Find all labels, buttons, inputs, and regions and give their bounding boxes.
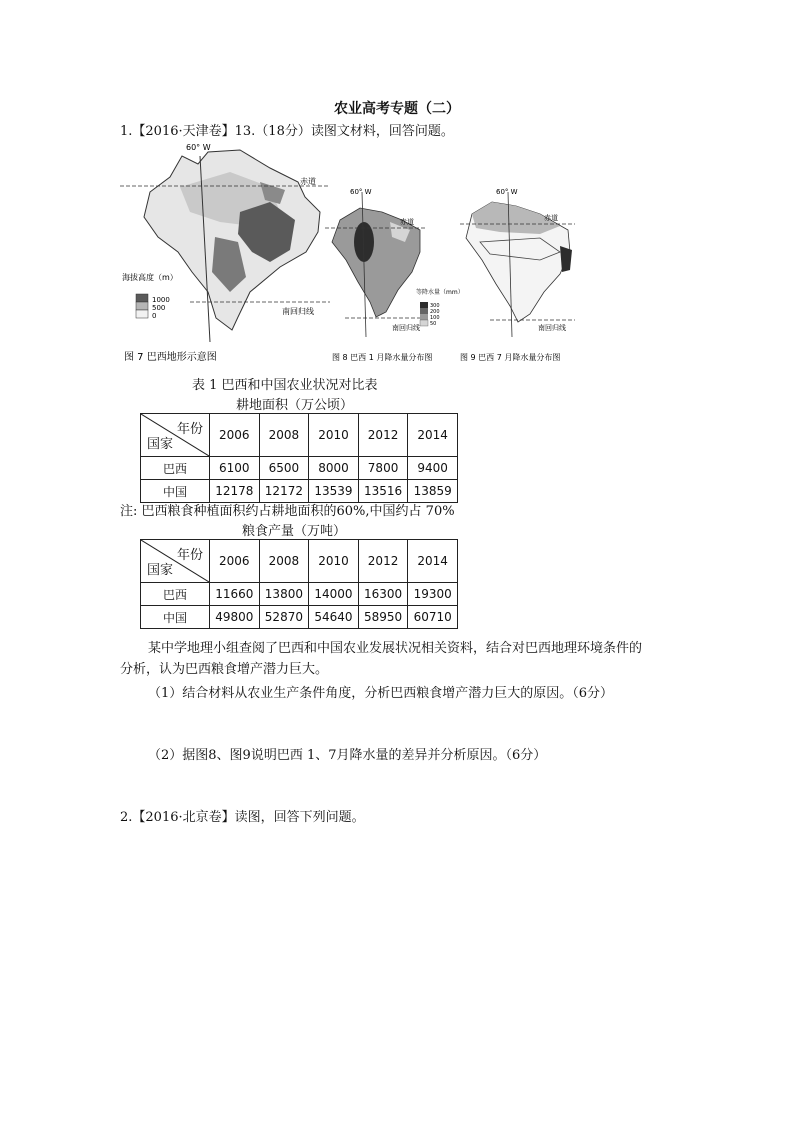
year-header: 2012 — [358, 540, 408, 583]
fig9-caption: 图 9 巴西 7 月降水量分布图 — [460, 353, 561, 362]
country-cell: 巴西 — [141, 457, 210, 480]
value-cell: 12178 — [210, 480, 260, 503]
table-cultivated-area — [140, 413, 458, 503]
fig7-tropic-label: 南回归线 — [282, 307, 314, 316]
fig9-equator-label: 赤道 — [544, 214, 558, 222]
fig7-legend-0: 0 — [152, 312, 157, 320]
fig8-legend-100: 100 — [430, 315, 440, 321]
table1-subtitle: 耕地面积（万公顷） — [236, 398, 354, 413]
fig8-caption: 图 8 巴西 1 月降水量分布图 — [332, 353, 433, 362]
fig9-july-rainfall-map — [460, 188, 575, 362]
question-2-heading: 2.【2016·北京卷】读图，回答下列问题。 — [120, 810, 365, 825]
fig8-lon-label: 60° W — [350, 188, 372, 196]
year-header: 2014 — [408, 414, 458, 457]
value-cell: 19300 — [408, 583, 458, 606]
year-header: 2010 — [309, 540, 359, 583]
fig7-caption: 图 7 巴西地形示意图 — [124, 352, 217, 363]
fig8-legend-title: 等降水量（mm） — [416, 289, 464, 296]
value-cell: 58950 — [358, 606, 408, 629]
corner-country-label: 国家 — [147, 437, 174, 452]
country-cell: 中国 — [141, 606, 210, 629]
table2-corner — [141, 540, 210, 583]
corner-year-label: 年份 — [176, 422, 203, 437]
value-cell: 52870 — [259, 606, 309, 629]
value-cell: 11660 — [210, 583, 260, 606]
table-caption: 表 1 巴西和中国农业状况对比表 — [192, 378, 378, 393]
fig7-legend-1000: 1000 — [152, 296, 170, 304]
value-cell: 8000 — [309, 457, 359, 480]
value-cell: 9400 — [408, 457, 458, 480]
value-cell: 14000 — [309, 583, 359, 606]
sub-question-2: （2）据图8、图9说明巴西 1、7月降水量的差异并分析原因。（6分） — [148, 748, 547, 763]
value-cell: 60710 — [408, 606, 458, 629]
fig7-terrain-map — [120, 143, 330, 363]
table-note: 注: 巴西粮食种植面积约占耕地面积的60%,中国约占 70% — [120, 504, 455, 519]
value-cell: 12172 — [259, 480, 309, 503]
value-cell: 13859 — [408, 480, 458, 503]
fig8-equator-label: 赤道 — [400, 218, 414, 226]
question-1-heading: 1.【2016·天津卷】13.（18分）读图文材料，回答问题。 — [120, 124, 454, 139]
fig9-lon-label: 60° W — [496, 188, 518, 196]
year-header: 2006 — [210, 414, 260, 457]
value-cell: 16300 — [358, 583, 408, 606]
table-row — [141, 606, 458, 629]
year-header: 2010 — [309, 414, 359, 457]
table2-subtitle: 粮食产量（万吨） — [242, 524, 347, 539]
fig9-tropic-label: 南回归线 — [538, 324, 566, 332]
corner-year-label: 年份 — [176, 548, 203, 563]
value-cell: 13539 — [309, 480, 359, 503]
fig8-legend-300: 300 — [430, 303, 440, 309]
sub-question-1: （1）结合材料从农业生产条件角度，分析巴西粮食增产潜力巨大的原因。（6分） — [148, 686, 614, 701]
country-cell: 巴西 — [141, 583, 210, 606]
value-cell: 13800 — [259, 583, 309, 606]
value-cell: 54640 — [309, 606, 359, 629]
fig8-legend-200: 200 — [430, 309, 440, 315]
fig8-tropic-label: 南回归线 — [392, 324, 420, 332]
fig8-january-rainfall-map — [325, 188, 464, 362]
year-header: 2008 — [259, 540, 309, 583]
corner-country-label: 国家 — [147, 563, 174, 578]
year-header: 2006 — [210, 540, 260, 583]
value-cell: 6500 — [259, 457, 309, 480]
value-cell: 49800 — [210, 606, 260, 629]
country-cell: 中国 — [141, 480, 210, 503]
table1-corner — [141, 414, 210, 457]
brazil-maps-figure — [120, 142, 590, 366]
value-cell: 7800 — [358, 457, 408, 480]
table-row — [141, 457, 458, 480]
page-title: 农业高考专题（二） — [334, 101, 460, 117]
table-grain-output — [140, 539, 458, 629]
material-paragraph-line1: 某中学地理小组查阅了巴西和中国农业发展状况相关资料，结合对巴西地理环境条件的 — [148, 641, 643, 656]
year-header: 2008 — [259, 414, 309, 457]
year-header: 2014 — [408, 540, 458, 583]
material-paragraph-line2: 分析，认为巴西粮食增产潜力巨大。 — [120, 662, 329, 677]
value-cell: 13516 — [358, 480, 408, 503]
fig7-legend-title: 海拔高度（m） — [122, 273, 178, 282]
fig7-legend-500: 500 — [152, 304, 166, 312]
value-cell: 6100 — [210, 457, 260, 480]
fig7-equator-label: 赤道 — [300, 177, 316, 186]
year-header: 2012 — [358, 414, 408, 457]
fig7-lon-label: 60° W — [186, 143, 211, 152]
table-row — [141, 583, 458, 606]
fig8-legend-50: 50 — [430, 321, 437, 327]
